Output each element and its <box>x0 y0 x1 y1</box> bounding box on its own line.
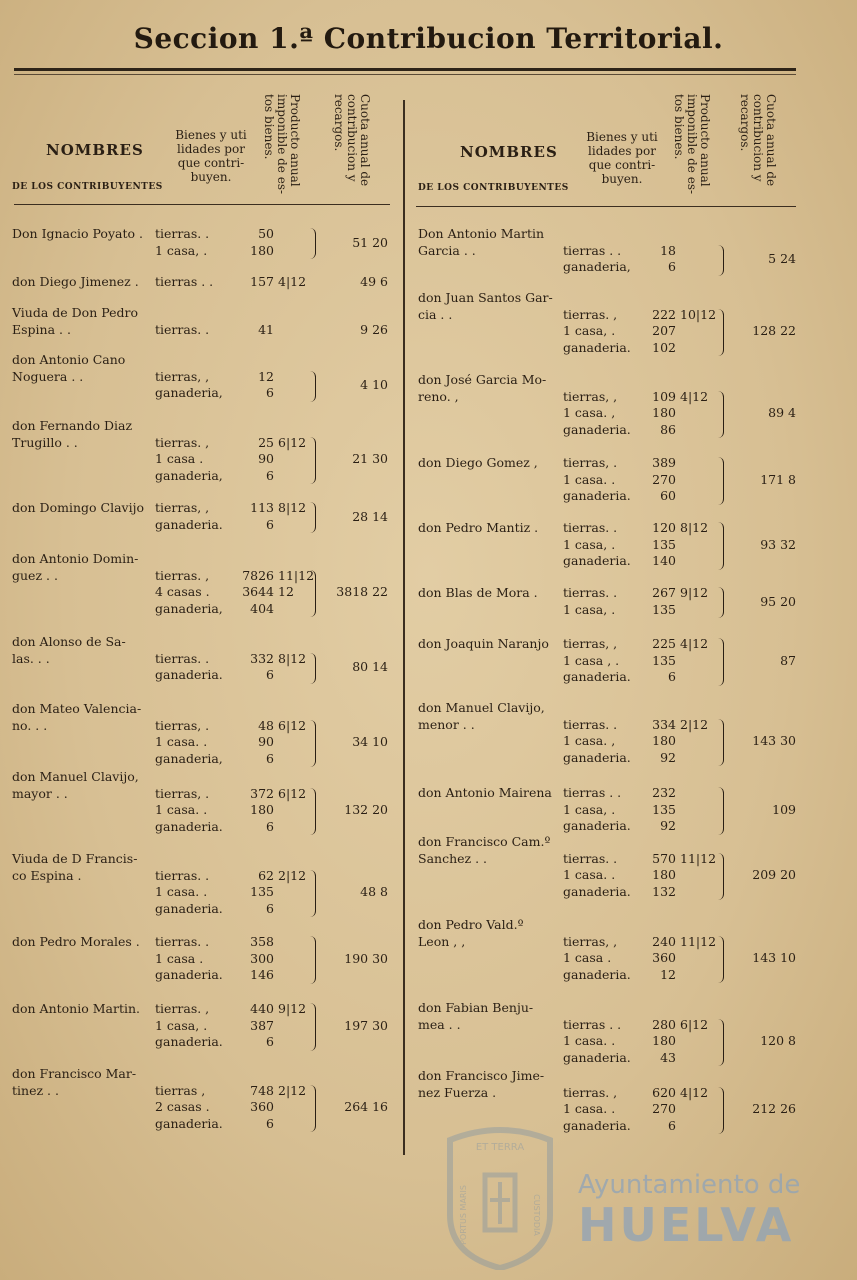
contributor-name: menor . . <box>418 716 475 732</box>
asset-fraction: 9|12 <box>680 585 709 600</box>
asset-fraction: 2|12 <box>278 867 307 883</box>
seal-text-right: CUSTODIA <box>532 1194 541 1236</box>
annual-quota: 80 14 <box>352 659 388 674</box>
asset-value: 102 <box>652 339 676 355</box>
annual-quota: 34 10 <box>352 734 388 750</box>
asset-type: tierras, , <box>563 388 618 404</box>
watermark-line1: Ayuntamiento de <box>578 1170 801 1200</box>
contributor-name: don Pedro Mantiz . <box>418 520 539 535</box>
asset-type: ganaderia, <box>563 259 631 274</box>
contributor-name: don Francisco Mar- <box>12 1066 137 1081</box>
asset-type: tierras , <box>155 1082 206 1098</box>
asset-type: tierras. , <box>155 434 210 450</box>
asset-type: ganaderia. <box>563 339 631 355</box>
asset-value: 62 <box>258 867 274 883</box>
asset-type: 1 casa. . <box>563 867 616 882</box>
asset-value: 92 <box>660 749 676 765</box>
asset-type: ganaderia. <box>563 669 631 684</box>
watermark-line2: HUELVA <box>578 1198 795 1252</box>
asset-type: tierras. , <box>155 567 210 583</box>
asset-value: 270 <box>652 1101 676 1116</box>
asset-value: 440 <box>250 1001 274 1016</box>
asset-value: 358 <box>250 934 274 949</box>
contributor-name: reno. , <box>418 388 459 404</box>
asset-fraction: 4|12 <box>278 274 307 289</box>
asset-type: 1 casa, . <box>563 601 616 617</box>
asset-type: ganaderia, <box>155 467 223 483</box>
contributor-name: las. . . <box>12 650 50 666</box>
asset-type: tierras, . <box>155 717 210 733</box>
contributor-name: Don Antonio Martin <box>418 226 545 241</box>
asset-type: ganaderia. <box>563 488 631 503</box>
asset-value: 404 <box>250 600 274 616</box>
asset-type: 1 casa, . <box>155 242 208 258</box>
annual-quota: 21 30 <box>352 451 388 467</box>
asset-type: tierras. . <box>155 226 210 241</box>
asset-value: 6 <box>266 750 274 766</box>
asset-value: 570 <box>652 850 676 866</box>
asset-value: 135 <box>652 536 676 552</box>
contributor-name: cia . . <box>418 306 453 322</box>
annual-quota: 212 26 <box>752 1101 796 1117</box>
annual-quota: 120 8 <box>760 1033 796 1049</box>
seal-text: ET TERRA <box>475 1142 525 1153</box>
annual-quota: 95 20 <box>760 593 796 609</box>
asset-type: tierras. , <box>563 1084 618 1100</box>
contributor-name: Garcia . . <box>418 242 476 258</box>
contributor-name: don Pedro Vald.º <box>418 917 524 932</box>
asset-value: 180 <box>652 733 676 748</box>
asset-value: 6 <box>668 1117 676 1133</box>
asset-fraction: 4|12 <box>680 636 709 651</box>
header-contribuyentes-right: DE LOS CONTRIBUYENTES <box>418 183 569 193</box>
contributor-name: mea . . <box>418 1016 461 1032</box>
header-bienes-line: Bienes y uti <box>175 128 247 142</box>
contributor-name: mayor . . <box>12 785 68 801</box>
asset-type: tierras . . <box>563 1016 622 1032</box>
asset-type: tierras . . <box>563 785 622 800</box>
asset-type: ganaderia. <box>563 966 631 982</box>
asset-type: ganaderia. <box>563 1049 631 1065</box>
watermark-text <box>578 1170 800 1250</box>
asset-value: 332 <box>250 650 274 666</box>
header-cuota-left: Cuota anual de contribucion y recargos. <box>332 94 372 187</box>
asset-value: 300 <box>250 950 274 966</box>
asset-value: 86 <box>660 421 676 437</box>
contributor-name: tinez . . <box>12 1082 59 1098</box>
annual-quota: 197 30 <box>344 1017 388 1033</box>
asset-value: 7826 <box>242 567 274 583</box>
asset-value: 180 <box>652 405 676 420</box>
contributor-name: don Antonio Domin- <box>12 551 139 566</box>
asset-type: tierras. . <box>155 321 210 337</box>
asset-value: 120 <box>652 520 676 535</box>
contributor-name: co Espina . <box>12 867 82 883</box>
city-seal-icon <box>440 1120 560 1270</box>
annual-quota: 3818 22 <box>336 584 388 600</box>
asset-type: 1 casa, . <box>563 323 616 338</box>
contributor-name: don Fabian Benju- <box>418 1000 534 1015</box>
asset-type: 1 casa, . <box>563 536 616 552</box>
asset-value: 135 <box>250 884 274 899</box>
asset-type: ganaderia. <box>155 1115 223 1131</box>
contributor-name: don Francisco Cam.º <box>418 834 551 849</box>
contributor-name: don Manuel Clavijo, <box>418 700 545 715</box>
asset-value: 360 <box>250 1099 274 1114</box>
asset-value: 12 <box>258 368 274 384</box>
asset-fraction: 2|12 <box>680 716 709 732</box>
asset-value: 48 <box>258 717 274 733</box>
asset-value: 180 <box>250 242 274 258</box>
header-rule-right <box>416 206 796 207</box>
asset-value: 6 <box>668 669 676 684</box>
asset-value: 41 <box>258 321 274 337</box>
asset-type: tierras. . <box>563 716 618 732</box>
contributor-name: don Fernando Diaz <box>12 418 133 433</box>
asset-type: ganaderia, <box>155 385 223 400</box>
asset-value: 3644 <box>242 584 274 599</box>
asset-value: 6 <box>668 259 676 274</box>
asset-value: 135 <box>652 652 676 668</box>
asset-value: 6 <box>266 516 274 532</box>
asset-value: 90 <box>258 734 274 749</box>
header-bienes-line: que contri- <box>588 158 656 172</box>
asset-value: 6 <box>266 1115 274 1131</box>
asset-value: 6 <box>266 667 274 682</box>
asset-fraction: 6|12 <box>278 785 307 801</box>
asset-type: 1 casa. . <box>563 1033 616 1048</box>
contributor-name: don Juan Santos Gar- <box>418 290 553 305</box>
asset-type: 1 casa. . <box>563 1101 616 1116</box>
annual-quota: 87 <box>780 652 796 668</box>
asset-type: ganaderia. <box>563 1117 631 1133</box>
column-divider <box>403 100 405 1155</box>
asset-type: 1 casa. . <box>155 884 208 899</box>
asset-type: 4 casas . <box>155 584 210 599</box>
asset-value: 334 <box>652 716 676 732</box>
asset-value: 222 <box>652 306 676 322</box>
asset-type: ganaderia. <box>563 553 631 568</box>
asset-fraction: 11|12 <box>680 850 717 866</box>
contributor-name: Sanchez . . <box>418 850 487 866</box>
asset-value: 146 <box>250 967 274 982</box>
asset-type: 1 casa, . <box>155 1017 208 1033</box>
asset-value: 180 <box>652 867 676 882</box>
asset-type: tierras. . <box>155 934 210 949</box>
asset-value: 92 <box>660 818 676 833</box>
asset-type: tierras, , <box>155 368 210 384</box>
asset-fraction: 9|12 <box>278 1001 307 1016</box>
asset-value: 157 <box>250 274 274 289</box>
annual-quota: 143 30 <box>752 733 796 749</box>
asset-fraction: 11|12 <box>278 567 315 583</box>
asset-type: tierras, , <box>155 500 210 515</box>
asset-type: ganaderia. <box>155 818 223 834</box>
asset-type: tierras, , <box>563 636 618 651</box>
annual-quota: 5 24 <box>768 251 796 266</box>
header-contribuyentes-left: DE LOS CONTRIBUYENTES <box>12 182 163 192</box>
contributor-name: don Diego Gomez , <box>418 455 538 470</box>
asset-value: 6 <box>266 818 274 834</box>
asset-value: 225 <box>652 636 676 651</box>
asset-value: 18 <box>660 242 676 258</box>
asset-value: 389 <box>652 455 676 470</box>
annual-quota: 9 26 <box>360 321 388 337</box>
asset-value: 109 <box>652 388 676 404</box>
asset-value: 232 <box>652 785 676 800</box>
header-cuota-right: Cuota anual de contribucion y recargos. <box>738 94 778 187</box>
asset-type: ganaderia. <box>563 818 631 833</box>
asset-value: 50 <box>258 226 274 241</box>
seal-text-left: PORTUS MARIS <box>459 1185 468 1245</box>
annual-quota: 190 30 <box>344 950 388 966</box>
asset-fraction: 8|12 <box>278 500 307 515</box>
annual-quota: 171 8 <box>760 471 796 487</box>
contributor-name: don Alonso de Sa- <box>12 634 126 649</box>
asset-value: 132 <box>652 883 676 899</box>
contributor-name: no. . . <box>12 717 48 733</box>
asset-type: ganaderia, <box>155 600 223 616</box>
asset-value: 25 <box>258 434 274 450</box>
asset-type: ganaderia. <box>155 1034 223 1049</box>
asset-fraction: 4|12 <box>680 388 709 404</box>
asset-value: 387 <box>250 1017 274 1033</box>
asset-fraction: 8|12 <box>680 520 709 535</box>
header-producto-right: Producto anual imponible de es- tos bienes. <box>672 94 712 195</box>
annual-quota: 143 10 <box>752 950 796 966</box>
contributor-name: Trugillo . . <box>12 434 78 450</box>
contributor-name: don Manuel Clavijo, <box>12 769 139 784</box>
annual-quota: 51 20 <box>352 234 388 250</box>
header-bienes-line: buyen. <box>601 172 643 186</box>
asset-fraction: 2|12 <box>278 1082 307 1098</box>
header-bienes-line: Bienes y uti <box>586 130 658 144</box>
asset-value: 12 <box>660 966 676 982</box>
contributor-name: don Antonio Mairena <box>418 785 552 800</box>
header-nombres-right: NOMBRES <box>460 143 558 161</box>
asset-value: 372 <box>250 785 274 801</box>
asset-fraction: 6|12 <box>278 434 307 450</box>
title-rule <box>14 68 796 71</box>
title-rule-thin <box>14 74 796 75</box>
header-bienes-right <box>580 130 664 186</box>
asset-type: 1 casa, . <box>563 801 616 817</box>
asset-value: 6 <box>266 385 274 400</box>
asset-value: 6 <box>266 467 274 483</box>
annual-quota: 89 4 <box>768 405 796 421</box>
asset-type: 1 casa . <box>155 950 204 966</box>
asset-type: tierras. . <box>563 585 618 600</box>
contributor-name: Espina . . <box>12 321 71 337</box>
header-nombres-left: NOMBRES <box>46 141 144 159</box>
asset-type: tierras. . <box>563 520 618 535</box>
annual-quota: 4 10 <box>360 377 388 392</box>
contributor-name: don Diego Jimenez . <box>12 274 139 289</box>
asset-value: 180 <box>250 802 274 817</box>
contributor-name: don Antonio Cano <box>12 352 126 367</box>
annual-quota: 49 6 <box>360 274 388 290</box>
asset-value: 240 <box>652 933 676 949</box>
annual-quota: 128 22 <box>752 323 796 339</box>
contributor-name: guez . . <box>12 567 58 583</box>
asset-type: ganaderia. <box>155 967 223 982</box>
contributor-name: don Francisco Jime- <box>418 1068 545 1083</box>
annual-quota: 48 8 <box>360 884 388 900</box>
contributor-name: Don Ignacio Poyato . <box>12 226 143 241</box>
contributor-name: Viuda de D Francis- <box>12 851 138 866</box>
annual-quota: 93 32 <box>760 536 796 552</box>
annual-quota: 109 <box>772 801 796 817</box>
asset-value: 207 <box>652 323 676 338</box>
header-bienes-line: lidades por <box>177 142 245 156</box>
asset-type: 1 casa . <box>563 950 612 965</box>
asset-type: tierras. . <box>563 850 618 866</box>
contributor-name: Noguera . . <box>12 368 84 384</box>
asset-type: tierras . . <box>563 242 622 258</box>
asset-value: 180 <box>652 1033 676 1048</box>
contributor-name: nez Fuerza . <box>418 1084 497 1100</box>
contributor-name: don Joaquin Naranjo <box>418 636 549 651</box>
asset-type: 1 casa. . <box>155 802 208 817</box>
asset-value: 6 <box>266 1034 274 1049</box>
asset-value: 280 <box>652 1016 676 1032</box>
asset-type: ganaderia, <box>155 750 223 766</box>
asset-type: tierras, , <box>563 933 618 949</box>
annual-quota: 209 20 <box>752 867 796 883</box>
asset-type: 1 casa , . <box>563 652 620 668</box>
asset-type: tierras. . <box>155 650 210 666</box>
asset-type: 1 casa. , <box>563 405 616 420</box>
contributor-name: don José Garcia Mo- <box>418 372 547 387</box>
contributor-name: Viuda de Don Pedro <box>12 305 138 320</box>
asset-value: 360 <box>652 950 676 965</box>
asset-value: 113 <box>250 500 274 515</box>
contributor-name: Leon , , <box>418 933 466 949</box>
asset-value: 620 <box>652 1084 676 1100</box>
asset-fraction: 11|12 <box>680 933 717 949</box>
header-bienes-line: lidades por <box>588 144 656 158</box>
asset-type: tierras, . <box>563 455 618 470</box>
asset-fraction: 8|12 <box>278 650 307 666</box>
asset-type: ganaderia. <box>563 421 631 437</box>
asset-value: 748 <box>250 1082 274 1098</box>
contributor-name: don Antonio Martin. <box>12 1001 140 1016</box>
asset-type: ganaderia. <box>155 667 223 682</box>
asset-fraction: 12 <box>278 584 294 599</box>
asset-value: 270 <box>652 471 676 487</box>
asset-type: ganaderia. <box>155 516 223 532</box>
asset-fraction: 4|12 <box>680 1084 709 1100</box>
asset-value: 90 <box>258 451 274 466</box>
asset-type: ganaderia. <box>563 883 631 899</box>
asset-type: tierras, . <box>155 785 210 801</box>
asset-fraction: 6|12 <box>680 1016 709 1032</box>
asset-type: 1 casa . <box>155 451 204 466</box>
contributor-name: don Mateo Valencia- <box>12 701 142 716</box>
asset-value: 140 <box>652 553 676 568</box>
asset-value: 135 <box>652 601 676 617</box>
annual-quota: 28 14 <box>352 508 388 524</box>
asset-fraction: 6|12 <box>278 717 307 733</box>
page-title: Seccion 1.ª Contribucion Territorial. <box>133 22 724 55</box>
asset-value: 6 <box>266 900 274 916</box>
asset-value: 60 <box>660 488 676 503</box>
header-bienes-line: buyen. <box>190 170 232 184</box>
asset-type: 1 casa. . <box>563 471 616 487</box>
asset-value: 135 <box>652 801 676 817</box>
asset-value: 267 <box>652 585 676 600</box>
header-bienes-left <box>168 128 254 184</box>
header-rule-left <box>14 204 390 205</box>
asset-type: tierras. . <box>155 867 210 883</box>
asset-type: 2 casas . <box>155 1099 210 1114</box>
asset-value: 43 <box>660 1049 676 1065</box>
asset-type: tierras. , <box>563 306 618 322</box>
asset-type: 1 casa. , <box>563 733 616 748</box>
asset-type: 1 casa. . <box>155 734 208 749</box>
asset-fraction: 10|12 <box>680 306 717 322</box>
header-bienes-line: que contri- <box>177 156 245 170</box>
asset-type: ganaderia. <box>155 900 223 916</box>
asset-type: tierras. , <box>155 1001 210 1016</box>
asset-type: ganaderia. <box>563 749 631 765</box>
annual-quota: 132 20 <box>344 802 388 818</box>
contributor-name: don Blas de Mora . <box>418 585 538 600</box>
header-producto-left: Producto anual imponible de es- tos bienes. <box>262 94 302 195</box>
contributor-name: don Pedro Morales . <box>12 934 140 949</box>
annual-quota: 264 16 <box>344 1099 388 1115</box>
contributor-name: don Domingo Clavijo <box>12 500 144 515</box>
asset-type: tierras . . <box>155 274 214 289</box>
